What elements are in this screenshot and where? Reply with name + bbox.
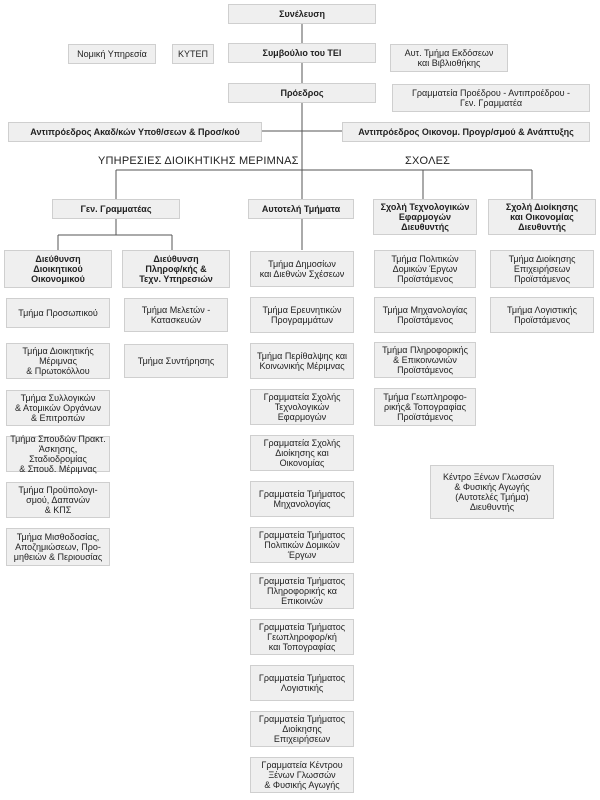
admin-finance-dept: Τμήμα Διοικητικής Μέριμνας & Πρωτοκόλλου	[6, 343, 110, 379]
admin-services-header: ΥΠΗΡΕΣΙΕΣ ΔΙΟΙΚΗΤΙΚΗΣ ΜΕΡΙΜΝΑΣ	[98, 155, 299, 167]
school-mgmt-dept: Τμήμα Λογιστικής Προϊστάμενος	[490, 297, 594, 333]
school-mgmt-box: Σχολή Διοίκησης και Οικονομίας Διευθυντής	[488, 199, 596, 235]
independent-dept: Τμήμα Δημοσίων και Διεθνών Σχέσεων	[250, 251, 354, 287]
admin-finance-dept: Τμήμα Προϋπολογι- σμού, Δαπανών & ΚΠΣ	[6, 482, 110, 518]
it-tech-dept: Τμήμα Συντήρησης	[124, 344, 228, 378]
independent-dept: Τμήμα Ερευνητικών Προγραμμάτων	[250, 297, 354, 333]
gen-secretary-box: Γεν. Γραμματέας	[52, 199, 180, 219]
language-center-box: Κέντρο Ξένων Γλωσσών & Φυσικής Αγωγής (Αυτοτελές Τμήμα) Διευθυντής	[430, 465, 554, 519]
independent-dept: Γραμματεία Σχολής Τεχνολογικών Εφαρμογών	[250, 389, 354, 425]
independent-dept: Γραμματεία Κέντρου Ξένων Γλωσσών & Φυσικής Αγωγής	[250, 757, 354, 793]
admin-finance-dept: Τμήμα Σπουδών Πρακτ. Άσκησης, Σταδιοδρομίας & Σπουδ. Μέριμνας	[6, 436, 110, 472]
school-tech-dept: Τμήμα Γεωπληροφο- ρικής& Τοπογραφίας Προϊστάμενος	[374, 388, 476, 426]
independent-dept: Γραμματεία Τμήματος Πληροφορικής κα Επικοινών	[250, 573, 354, 609]
president-secretariat-box: Γραμματεία Προέδρου - Αντιπροέδρου - Γεν. Γραμματέα	[392, 84, 590, 112]
assembly-box: Συνέλευση	[228, 4, 376, 24]
admin-finance-dept: Τμήμα Μισθοδοσίας, Αποζημιώσεων, Προ- μηθειών & Περιουσίας	[6, 528, 110, 566]
admin-finance-dept: Τμήμα Προσωπικού	[6, 298, 110, 328]
vp-academic-box: Αντιπρόεδρος Ακαδ/κών Υποθ/σεων & Προσ/κού	[8, 122, 262, 142]
independent-dept: Γραμματεία Τμήματος Λογιστικής	[250, 665, 354, 701]
president-box: Πρόεδρος	[228, 83, 376, 103]
council-box: Συμβούλιο του ΤΕΙ	[228, 43, 376, 63]
school-mgmt-dept: Τμήμα Διοίκησης Επιχειρήσεων Προϊστάμενος	[490, 250, 594, 288]
schools-header: ΣΧΟΛΕΣ	[405, 155, 451, 167]
school-tech-dept: Τμήμα Μηχανολογίας Προϊστάμενος	[374, 297, 476, 333]
legal-service-box: Νομική Υπηρεσία	[68, 44, 156, 64]
directorate-it-tech-box: Διεύθυνση Πληροφ/κής & Τεχν. Υπηρεσιών	[122, 250, 230, 288]
admin-finance-dept: Τμήμα Συλλογικών & Ατομικών Οργάνων & Επιτροπών	[6, 390, 110, 426]
independent-dept: Γραμματεία Τμήματος Διοίκησης Επιχειρήσεων	[250, 711, 354, 747]
kytep-box: ΚΥΤΕΠ	[172, 44, 214, 64]
independent-dept: Γραμματεία Τμήματος Πολιτικών Δομικών Έργων	[250, 527, 354, 563]
independent-dept: Τμήμα Περίθαλψης και Κοινωνικής Μέριμνας	[250, 343, 354, 379]
it-tech-dept: Τμήμα Μελετών - Κατασκευών	[124, 298, 228, 332]
independent-depts-box: Αυτοτελή Τμήματα	[248, 199, 354, 219]
independent-dept: Γραμματεία Τμήματος Γεωπληροφορ/κή και Τοπογραφίας	[250, 619, 354, 655]
publications-box: Αυτ. Τμήμα Εκδόσεων και Βιβλιοθήκης	[390, 44, 508, 72]
independent-dept: Γραμματεία Σχολής Διοίκησης και Οικονομίας	[250, 435, 354, 471]
directorate-admin-finance-box: Διεύθυνση Διοικητικού Οικονομικού	[4, 250, 112, 288]
school-tech-box: Σχολή Τεχνολογικών Εφαρμογών Διευθυντής	[373, 199, 477, 235]
school-tech-dept: Τμήμα Πολιτικών Δομικών Έργων Προϊστάμενος	[374, 250, 476, 288]
independent-dept: Γραμματεία Τμήματος Μηχανολογίας	[250, 481, 354, 517]
school-tech-dept: Τμήμα Πληροφορικής & Επικοινωνιών Προϊστάμενος	[374, 342, 476, 378]
vp-finance-box: Αντιπρόεδρος Οικονομ. Προγρ/σμού & Ανάπτυξης	[342, 122, 590, 142]
